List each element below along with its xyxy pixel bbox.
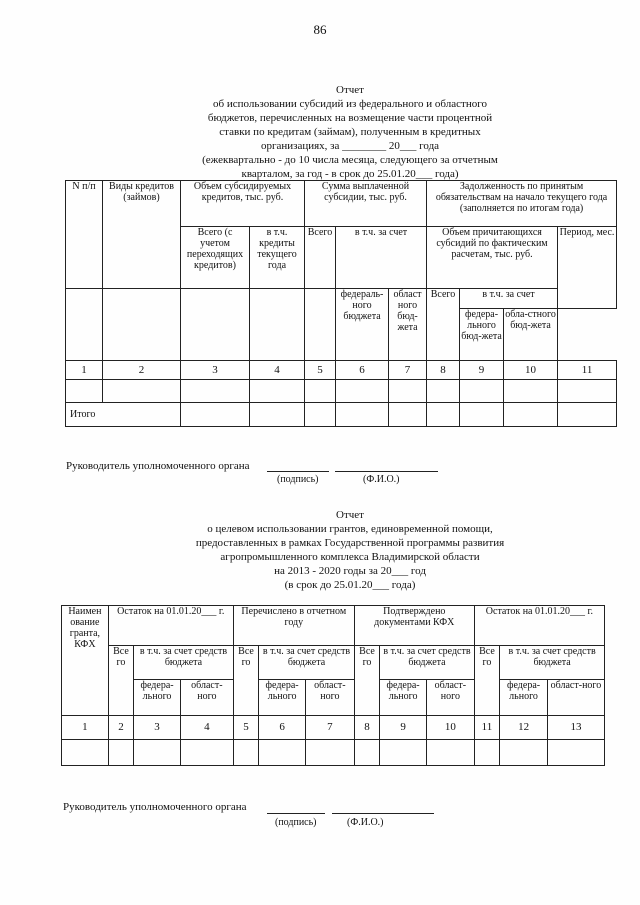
signature-line[interactable]: [267, 813, 325, 814]
column-number: 7: [305, 716, 354, 740]
header-total: Все го: [233, 646, 258, 716]
empty-cell[interactable]: [250, 403, 305, 427]
header-paid-federal: федераль-ного бюджета: [336, 289, 389, 361]
column-number: 4: [250, 361, 305, 380]
column-number: 6: [259, 716, 306, 740]
header-debt-volume: Объем причитающихся субсидий по фактическим расчетам, тыс. руб.: [427, 227, 558, 289]
empty-cell[interactable]: [474, 740, 499, 766]
header-debt: Задолженность по принятым обязательствам на начало текущего года (заполняется по итогам года): [427, 181, 617, 227]
empty-cell[interactable]: [460, 380, 504, 403]
header-grant-name: Наимен ование гранта, КФХ: [62, 606, 109, 716]
column-number: 13: [547, 716, 604, 740]
empty-cell[interactable]: [305, 740, 354, 766]
signature-caption: (подпись): [277, 474, 319, 485]
blank-cell: [181, 289, 250, 361]
column-number: 11: [558, 361, 617, 380]
column-number: 9: [380, 716, 427, 740]
empty-cell[interactable]: [181, 403, 250, 427]
empty-cell[interactable]: [305, 380, 336, 403]
empty-cell[interactable]: [134, 740, 181, 766]
header-credit-volume: Объем субсидируемых кредитов, тыс. руб.: [181, 181, 305, 227]
column-number: 1: [62, 716, 109, 740]
column-number: 10: [426, 716, 474, 740]
empty-cell[interactable]: [66, 380, 103, 403]
empty-cell[interactable]: [180, 740, 233, 766]
empty-cell[interactable]: [305, 403, 336, 427]
report1-heading-line: (ежеквартально - до 10 числа месяца, следующего за отчетным: [202, 154, 498, 166]
header-regional: област-ного: [305, 680, 354, 716]
column-number: 3: [181, 361, 250, 380]
header-debt-incl: в т.ч. за счет: [460, 289, 558, 309]
blank-cell: [103, 289, 181, 361]
header-incl-budget: в т.ч. за счет средств бюджета: [259, 646, 355, 680]
header-paid-total: Всего: [305, 227, 336, 289]
column-number: 10: [504, 361, 558, 380]
empty-cell[interactable]: [547, 740, 604, 766]
report2-heading-line: о целевом использовании грантов, единовременной помощи,: [207, 523, 493, 535]
header-incl-budget: в т.ч. за счет средств бюджета: [380, 646, 475, 680]
header-transferred: Перечислено в отчетном году: [233, 606, 354, 646]
column-number: 9: [460, 361, 504, 380]
column-number: 11: [474, 716, 499, 740]
signature-caption: (подпись): [275, 817, 317, 828]
report2-title: Отчет: [336, 509, 364, 521]
header-debt-federal: федера-льного бюд-жета: [460, 309, 504, 361]
name-line[interactable]: [335, 471, 438, 472]
column-number: 7: [389, 361, 427, 380]
empty-cell[interactable]: [389, 380, 427, 403]
empty-cell[interactable]: [233, 740, 258, 766]
header-regional: област-ного: [547, 680, 604, 716]
empty-cell[interactable]: [336, 403, 389, 427]
header-total: Все го: [354, 646, 379, 716]
header-end-balance: Остаток на 01.01.20___ г.: [474, 606, 604, 646]
column-number: 2: [103, 361, 181, 380]
header-n: N п/п: [66, 181, 103, 289]
header-volume-current: в т.ч. кредиты текущего года: [250, 227, 305, 289]
name-caption: (Ф.И.О.): [363, 474, 400, 485]
report2-heading-line: агропромышленного комплекса Владимирской области: [220, 551, 480, 563]
column-number: 1: [66, 361, 103, 380]
header-federal: федера-льного: [500, 680, 548, 716]
table-row: [66, 380, 617, 403]
page-number: 86: [313, 22, 327, 37]
report2-heading-line: на 2013 - 2020 годы за 20___ год: [274, 565, 426, 577]
empty-cell[interactable]: [108, 740, 133, 766]
column-number: 3: [134, 716, 181, 740]
signature-line[interactable]: [267, 471, 329, 472]
empty-cell[interactable]: [389, 403, 427, 427]
header-federal: федера-льного: [380, 680, 427, 716]
report1-heading-line: кварталом, за год - в срок до 25.01.20___ года): [241, 168, 459, 180]
blank-cell: [66, 289, 103, 361]
header-regional: област-ного: [426, 680, 474, 716]
empty-cell[interactable]: [500, 740, 548, 766]
empty-cell[interactable]: [426, 740, 474, 766]
empty-cell[interactable]: [181, 380, 250, 403]
empty-cell[interactable]: [62, 740, 109, 766]
blank-cell: [250, 289, 305, 361]
header-volume-total: Всего (с учетом переходящих кредитов): [181, 227, 250, 289]
empty-cell[interactable]: [558, 403, 617, 427]
header-incl-budget: в т.ч. за счет средств бюджета: [134, 646, 234, 680]
header-paid-regional: област ного бюд-жета: [389, 289, 427, 361]
column-number: 5: [305, 361, 336, 380]
empty-cell[interactable]: [250, 380, 305, 403]
empty-cell[interactable]: [103, 380, 181, 403]
empty-cell[interactable]: [336, 380, 389, 403]
header-confirmed: Подтверждено документами КФХ: [354, 606, 474, 646]
header-total: Все го: [474, 646, 499, 716]
header-total: Все го: [108, 646, 133, 716]
table-row: [62, 740, 605, 766]
header-regional: област-ного: [180, 680, 233, 716]
empty-cell[interactable]: [504, 403, 558, 427]
empty-cell[interactable]: [259, 740, 306, 766]
blank-cell: [305, 289, 336, 361]
header-debt-total: Всего: [427, 289, 460, 361]
header-federal: федера-льного: [259, 680, 306, 716]
grant-report-table: [61, 605, 605, 766]
header-incl-budget: в т.ч. за счет средств бюджета: [500, 646, 605, 680]
column-number: 12: [500, 716, 548, 740]
report2-heading-line: (в срок до 25.01.20___ года): [284, 579, 416, 591]
report2-heading: [60, 508, 640, 592]
total-label: Итого: [66, 403, 181, 427]
header-debt-regional: обла-стного бюд-жета: [504, 309, 558, 361]
empty-cell[interactable]: [380, 740, 427, 766]
header-debt-period: Период, мес.: [558, 227, 617, 309]
header-federal: федера-льного: [134, 680, 181, 716]
column-number: 6: [336, 361, 389, 380]
column-number: 2: [108, 716, 133, 740]
empty-cell[interactable]: [558, 380, 617, 403]
header-start-balance: Остаток на 01.01.20___ г.: [108, 606, 233, 646]
name-caption: (Ф.И.О.): [347, 817, 384, 828]
empty-cell[interactable]: [427, 380, 460, 403]
report1-heading-line: бюджетов, перечисленных на возмещение части процентной: [207, 112, 493, 124]
empty-cell[interactable]: [504, 380, 558, 403]
report2-heading-line: предоставленных в рамках Государственной программы развития: [195, 537, 505, 549]
signature-label: Руководитель уполномоченного органа: [63, 801, 247, 813]
empty-cell[interactable]: [354, 740, 379, 766]
report1-heading: [60, 83, 640, 181]
column-number: 8: [354, 716, 379, 740]
header-paid-incl: в т.ч. за счет: [336, 227, 427, 289]
empty-cell[interactable]: [460, 403, 504, 427]
total-row: [66, 403, 617, 427]
name-line[interactable]: [332, 813, 434, 814]
subsidy-report-table: [65, 180, 617, 427]
column-number: 5: [233, 716, 258, 740]
column-number: 8: [427, 361, 460, 380]
empty-cell[interactable]: [427, 403, 460, 427]
report1-title: Отчет: [336, 84, 364, 96]
report1-heading-line: организациях, за ________ 20___ года: [260, 140, 440, 152]
report1-heading-line: ставки по кредитам (займам), полученным в кредитных: [219, 126, 481, 138]
header-credit-types: Виды кредитов (займов): [103, 181, 181, 289]
header-subsidy-paid: Сумма выплаченной субсидии, тыс. руб.: [305, 181, 427, 227]
report1-heading-line: об использовании субсидий из федерального и областного: [213, 98, 487, 110]
column-number: 4: [180, 716, 233, 740]
signature-label: Руководитель уполномоченного органа: [66, 460, 250, 472]
